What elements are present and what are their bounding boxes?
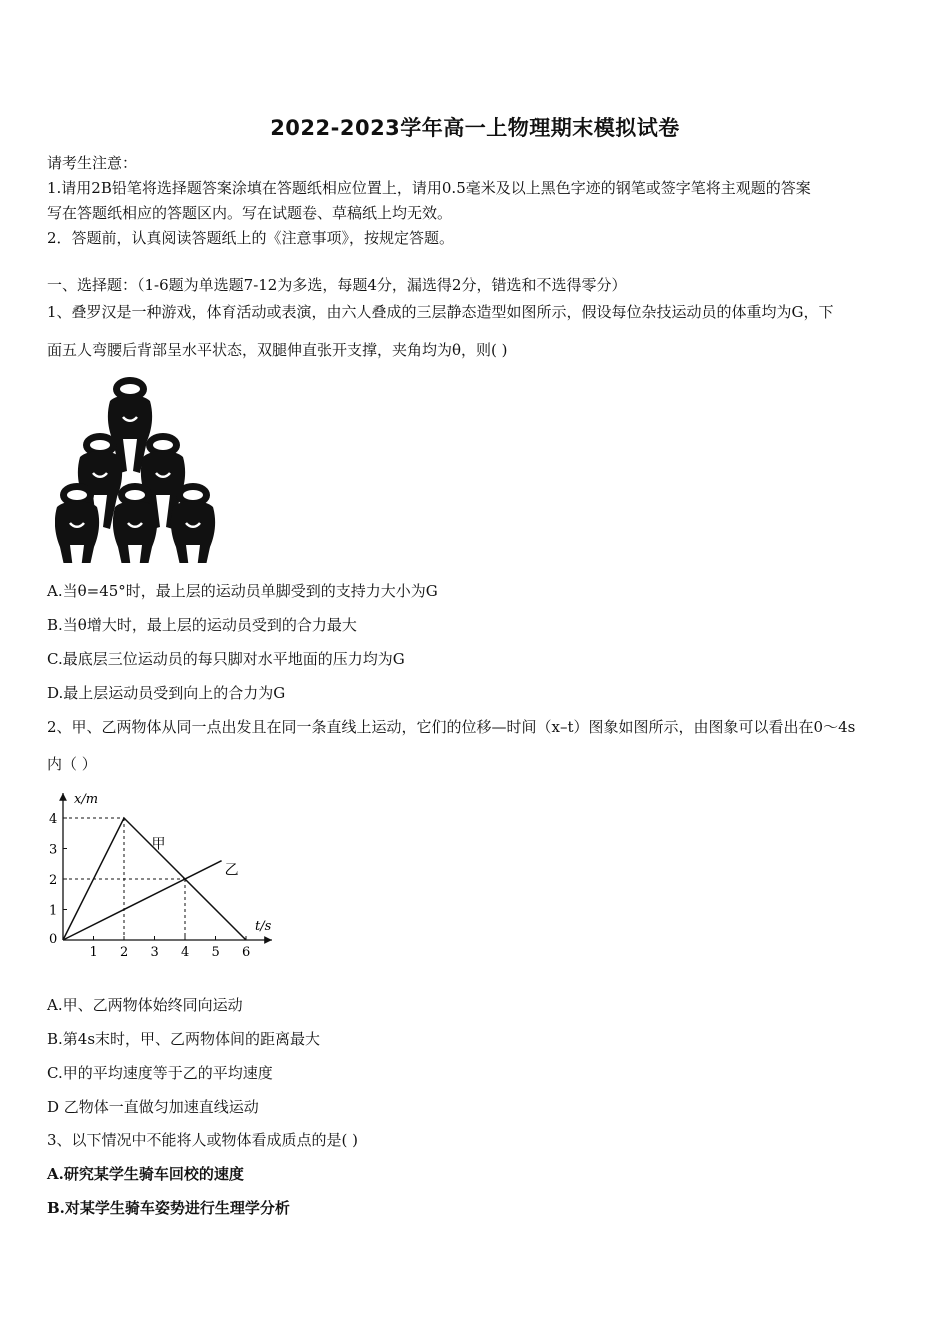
acrobat-pyramid-figure — [55, 375, 225, 563]
x-tick-label-4: 4 — [181, 945, 190, 960]
section-header: 一、选择题：（1-6题为单选题7-12为多选，每题4分，漏选得2分，错选和不选得零分） — [47, 276, 627, 294]
q3-option-a: A.研究某学生骑车回校的速度 — [47, 1165, 244, 1183]
x-tick-label-5: 5 — [211, 945, 220, 960]
q1-option-c: C.最底层三位运动员的每只脚对水平地面的压力均为G — [47, 650, 405, 668]
notice-item-1: 1.请用2B铅笔将选择题答案涂填在答题纸相应位置上，请用0.5毫米及以上黑色字迹的钢笔或签字笔将主观题的答案 — [47, 179, 811, 197]
q2-option-a: A.甲、乙两物体始终同向运动 — [47, 996, 243, 1014]
series-label-yi: 乙 — [224, 862, 239, 879]
x-tick-label-1: 1 — [89, 945, 98, 960]
y-tick-label-4: 4 — [49, 812, 58, 827]
q3-stem: 3、以下情况中不能将人或物体看成质点的是( ) — [47, 1131, 359, 1149]
series-line-yi — [63, 861, 222, 940]
q1-option-b: B.当θ增大时，最上层的运动员受到的合力最大 — [47, 616, 357, 634]
q2-option-c: C.甲的平均速度等于乙的平均速度 — [47, 1064, 273, 1082]
x-tick-label-2: 2 — [120, 945, 129, 960]
acrobat-bottom-left — [55, 483, 99, 563]
notice-heading: 请考生注意： — [47, 154, 138, 172]
x-axis-label: t/s — [255, 919, 272, 934]
q2-stem-line2: 内（ ） — [47, 755, 97, 773]
notice-item-2: 2．答题前，认真阅读答题纸上的《注意事项》，按规定答题。 — [47, 229, 455, 247]
x-tick-label-0: 0 — [49, 932, 58, 947]
x-tick-label-6: 6 — [242, 945, 251, 960]
series-label-jia: 甲 — [151, 836, 166, 853]
page-title: 2022-2023学年高一上物理期末模拟试卷 — [270, 116, 680, 140]
q1-option-d: D.最上层运动员受到向上的合力为G — [47, 684, 286, 702]
q1-stem-line2: 面五人弯腰后背部呈水平状态，双腿伸直张开支撑，夹角均为θ，则( ) — [47, 341, 508, 359]
y-tick-label-1: 1 — [49, 903, 58, 919]
q1-option-a: A.当θ=45°时，最上层的运动员单脚受到的支持力大小为G — [47, 582, 438, 600]
q2-option-d: D 乙物体一直做匀加速直线运动 — [47, 1098, 259, 1116]
q1-stem-line1: 1、叠罗汉是一种游戏，体育活动或表演，由六人叠成的三层静态造型如图所示，假设每位杂技运动员的体重均为G，下 — [47, 303, 834, 321]
y-tick-label-2: 2 — [49, 873, 58, 888]
x-tick-label-3: 3 — [150, 945, 159, 960]
notice-item-1-continued: 写在答题纸相应的答题区内。写在试题卷、草稿纸上均无效。 — [47, 204, 453, 222]
xt-graph — [40, 785, 290, 970]
acrobat-bottom-middle — [113, 483, 157, 563]
q2-option-b: B.第4s末时，甲、乙两物体间的距离最大 — [47, 1030, 321, 1048]
q2-stem-line1: 2、甲、乙两物体从同一点出发且在同一条直线上运动，它们的位移—时间（x–t）图象如图所示，由图象可以看出在0～4s — [47, 718, 856, 736]
acrobat-bottom-right — [171, 483, 215, 563]
y-axis-label: x/m — [74, 792, 99, 807]
y-tick-label-3: 3 — [49, 842, 58, 858]
q3-option-b: B.对某学生骑车姿势进行生理学分析 — [47, 1199, 290, 1217]
